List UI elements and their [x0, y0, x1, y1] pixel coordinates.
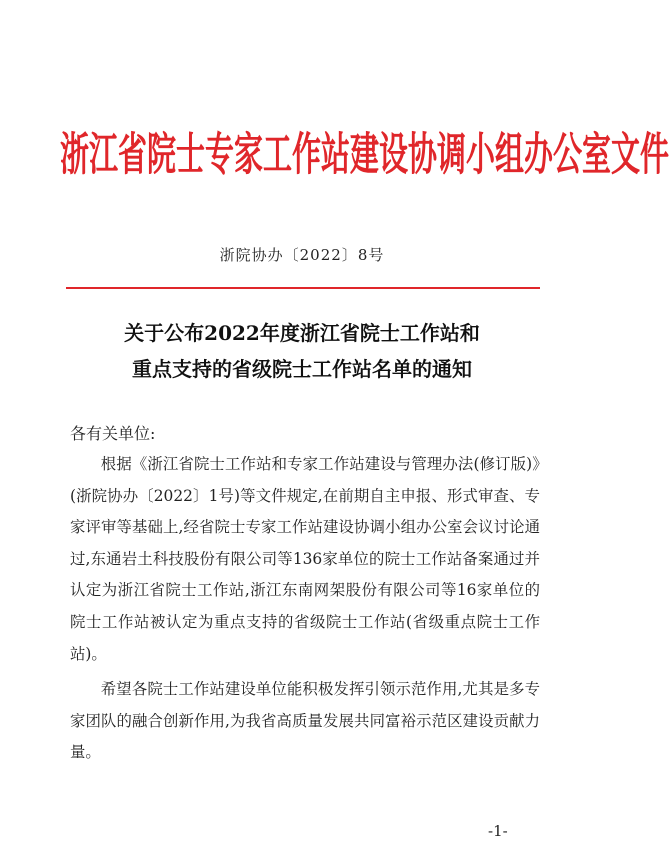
salutation: 各有关单位:	[70, 424, 156, 443]
notice-body	[70, 449, 540, 769]
document-number: 浙院协办〔2022〕8号	[219, 246, 385, 264]
document-header-title: 浙江省院士专家工作站建设协调小组办公室文件	[60, 127, 669, 181]
notice-title-line-1: 关于公布2022年度浙江省院士工作站和	[124, 321, 480, 345]
red-divider-line	[66, 287, 540, 289]
notice-title-line-2: 重点支持的省级院士工作站名单的通知	[132, 357, 472, 381]
page-number: -1-	[488, 822, 508, 840]
body-paragraph-2: 希望各院士工作站建设单位能积极发挥引领示范作用,尤其是多专家团队的融合创新作用,为我省高质量发展共同富裕示范区建设贡献力量。	[70, 680, 540, 762]
body-paragraph-1: 根据《浙江省院士工作站和专家工作站建设与管理办法(修订版)》(浙院协办〔2022〕1号)等文件规定,在前期自主申报、形式审查、专家评审等基础上,经省院士专家工作站建设协调小组办公室会议讨论通过,东通岩土科技股份有限公司等136家单位的院士工作站备案通过并认定为浙江省院士工作站,浙江东南网架股份有限公司等16家单位的院士工作站被认定为重点支持的省级院士工作站(省级重点院士工作站)。	[70, 455, 540, 663]
notice-title	[60, 315, 544, 387]
